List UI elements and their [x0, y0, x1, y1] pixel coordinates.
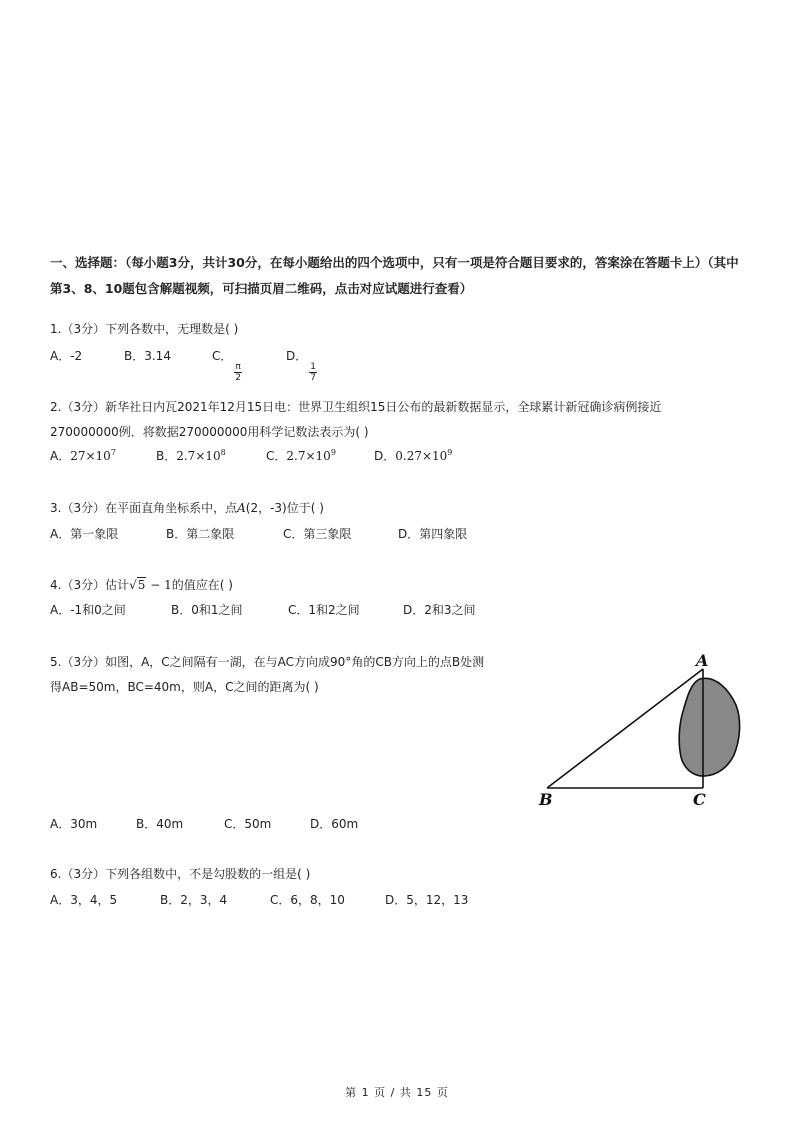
question-4-option-b: B．0和1之间 [171, 603, 243, 617]
question-6-option-c: C．6，8，10 [270, 893, 345, 907]
point-label-b: B [539, 790, 553, 809]
question-2-option-a: A．$27\times 10^7$ [50, 448, 116, 463]
lake-shape [679, 678, 739, 776]
question-2-option-c: C．$2.7\times 10^9$ [266, 448, 336, 463]
question-3-option-b: B．第二象限 [166, 527, 235, 541]
question-4-option-c: C．1和2之间 [288, 603, 360, 617]
question-1-option-a: A．-2 [50, 349, 83, 363]
question-6-option-d: D．5，12，13 [385, 893, 469, 907]
question-6-option-a: A．3，4，5 [50, 893, 118, 907]
lake-triangle-figure [530, 645, 750, 815]
question-1-option-c: C． $\frac{\pi}{2}$ [212, 349, 241, 383]
question-5-option-a: A．30m [50, 817, 98, 831]
question-4-option-d: D．2和3之间 [403, 603, 476, 617]
question-1-option-d: D． $\frac{1}{7}$ [286, 349, 316, 383]
question-2-option-b: B．$2.7\times 10^8$ [156, 448, 226, 463]
question-4-stem: 4.（3分）估计√5 − 1的值应在( ) [50, 578, 233, 592]
question-1-option-b: B．3.14 [124, 349, 171, 363]
question-3-option-d: D．第四象限 [398, 527, 468, 541]
section-heading: 一、选择题：（每小题3分，共计30分，在每小题给出的四个选项中，只有一项是符合题目要求的，答案涂在答题卡上）（其中第3、8、10题包含解题视频，可扫描页眉二维码，点击对应试题进行查看） [50, 255, 739, 296]
question-3-option-a: A．第一象限 [50, 527, 119, 541]
question-1-stem: 1.（3分）下列各数中，无理数是( ) [50, 322, 239, 336]
question-4-option-a: A．-1和0之间 [50, 603, 126, 617]
question-6-option-b: B．2，3，4 [160, 893, 228, 907]
question-5-stem-line-2: 得AB=50m，BC=40m，则A，C之间的距离为( ) [50, 680, 319, 694]
question-5-option-d: D．60m [310, 817, 359, 831]
question-3-stem: 3.（3分）在平面直角坐标系中，点A(2，-3)位于( ) [50, 501, 324, 515]
fraction-1-over-7: $\frac{1}{7}$ [310, 362, 316, 383]
fraction-pi-over-2: $\frac{\pi}{2}$ [235, 362, 241, 383]
sqrt-5: √5 [129, 578, 146, 592]
question-6-stem: 6.（3分）下列各组数中，不是勾股数的一组是( ) [50, 867, 311, 881]
question-5-option-b: B．40m [136, 817, 184, 831]
page-footer: 第 1 页 / 共 15 页 [345, 1086, 449, 1099]
question-5-stem-line-1: 5.（3分）如图，A，C之间隔有一湖，在与AC方向成90°角的CB方向上的点B处测 [50, 655, 485, 669]
question-2-stem-line-2: 270000000例．将数据270000000用科学记数法表示为( ) [50, 425, 369, 439]
point-label-a: A [696, 651, 709, 670]
question-3-option-c: C．第三象限 [283, 527, 352, 541]
question-2-option-d: D．$0.27\times 10^9$ [374, 448, 453, 463]
point-label-c: C [693, 790, 706, 809]
question-2-stem-line-1: 2.（3分）新华社日内瓦2021年12月15日电：世界卫生组织15日公布的最新数据显示，全球累计新冠确诊病例接近 [50, 400, 662, 414]
question-5-option-c: C．50m [224, 817, 272, 831]
